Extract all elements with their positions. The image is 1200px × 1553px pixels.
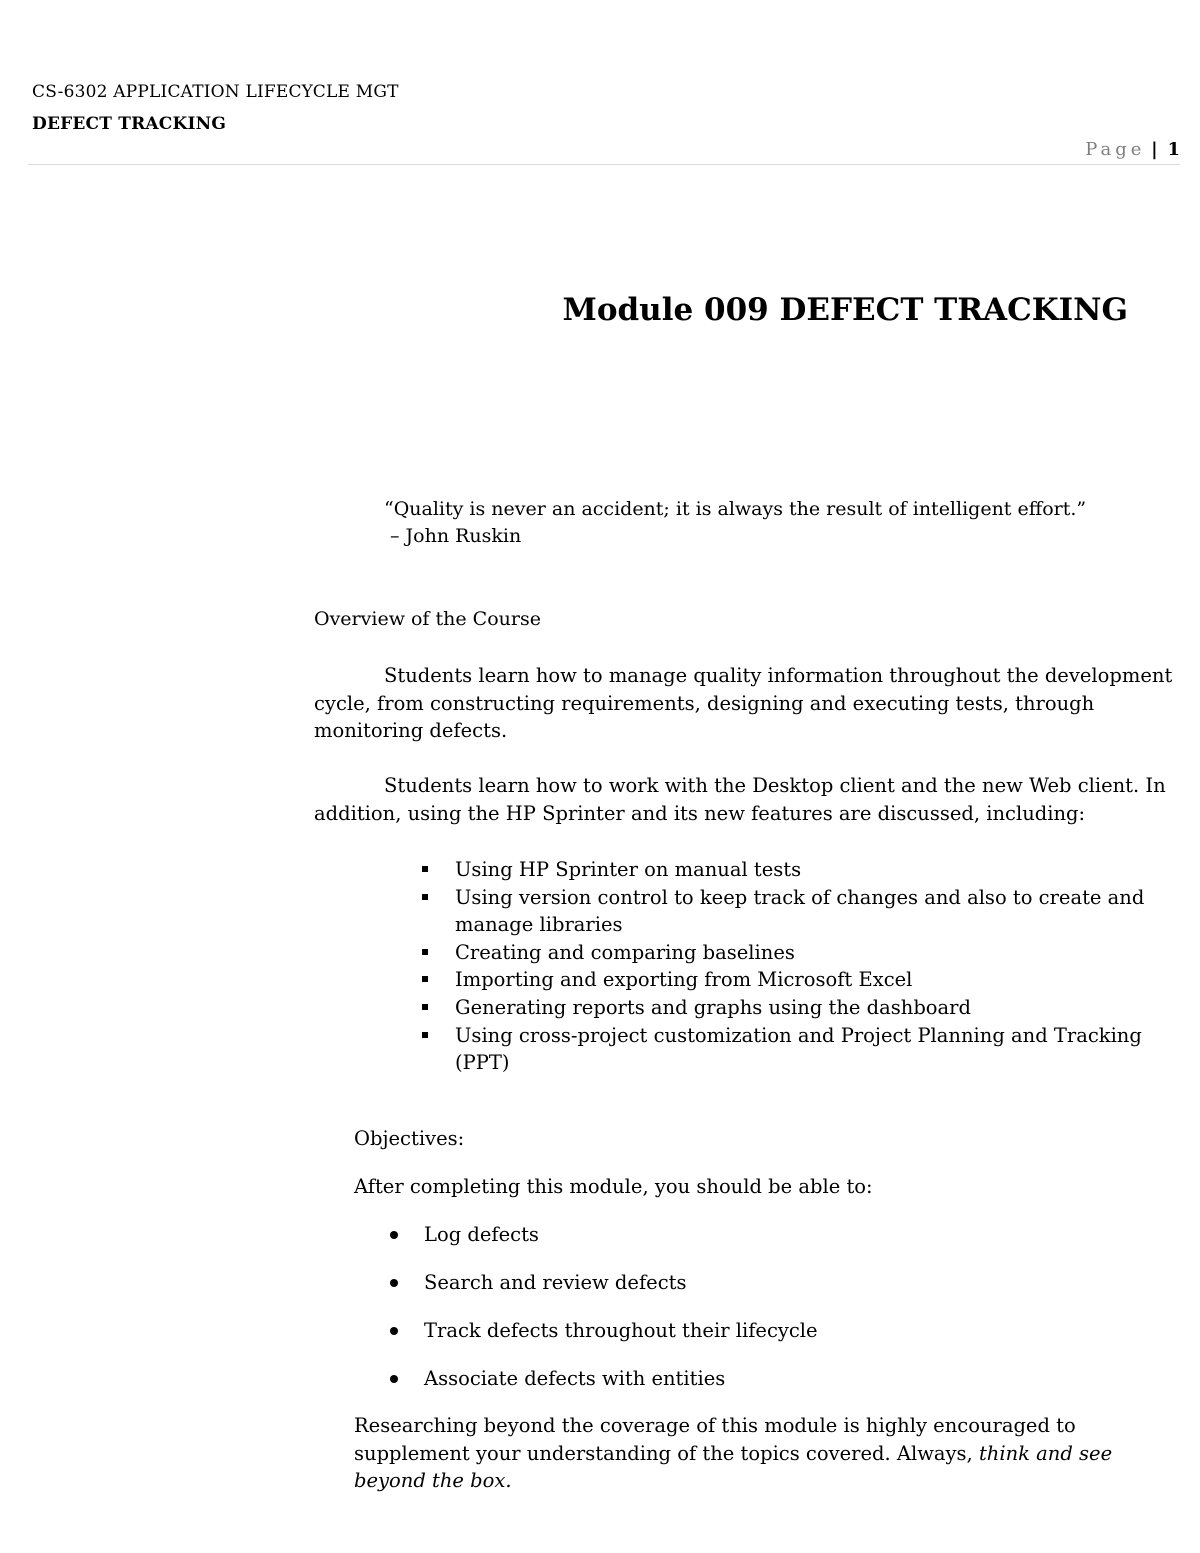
list-item bbox=[420, 1022, 1160, 1077]
page-number: 1 bbox=[1167, 139, 1180, 160]
objective-text: Log defects bbox=[424, 1223, 539, 1246]
objectives-intro: After completing this module, you should be able to: bbox=[354, 1175, 873, 1198]
feature-list bbox=[420, 856, 1160, 1077]
feature-text: Using HP Sprinter on manual tests bbox=[455, 858, 802, 881]
list-item bbox=[386, 1317, 818, 1365]
square-bullet-icon bbox=[422, 866, 428, 872]
list-item bbox=[420, 994, 1160, 1022]
feature-text: Using version control to keep track of changes and also to create and manage libraries bbox=[455, 885, 1145, 937]
quote-text: “Quality is never an accident; it is always the result of intelligent effort.” bbox=[384, 498, 1087, 520]
list-item bbox=[386, 1221, 818, 1269]
square-bullet-icon bbox=[422, 894, 428, 900]
closing-emphasis: think and see beyond the box. bbox=[354, 1441, 1113, 1492]
closing-paragraph bbox=[354, 1412, 1144, 1495]
bullet-icon bbox=[390, 1327, 398, 1335]
list-item bbox=[386, 1365, 818, 1413]
overview-paragraph-1 bbox=[314, 662, 1174, 745]
bullet-icon bbox=[390, 1231, 398, 1239]
list-item bbox=[420, 966, 1160, 994]
bullet-icon bbox=[390, 1279, 398, 1287]
page-label: Page bbox=[1085, 139, 1146, 160]
closing-text: Researching beyond the coverage of this module is highly encouraged to supplement your understanding of the topics covered. Always, bbox=[354, 1414, 1076, 1465]
page-number-block bbox=[1085, 139, 1180, 160]
objective-text: Track defects throughout their lifecycle bbox=[424, 1319, 818, 1342]
square-bullet-icon bbox=[422, 1004, 428, 1010]
objectives-heading: Objectives: bbox=[354, 1127, 465, 1150]
quote-author: – John Ruskin bbox=[390, 525, 522, 547]
list-item bbox=[420, 884, 1160, 939]
overview-paragraph-2-text: Students learn how to work with the Desktop client and the new Web client. In addition, using the HP Sprinter and its new features are discussed, including: bbox=[314, 774, 1166, 825]
list-item bbox=[386, 1269, 818, 1317]
square-bullet-icon bbox=[422, 949, 428, 955]
bullet-icon bbox=[390, 1375, 398, 1383]
header-divider bbox=[28, 164, 1180, 165]
feature-text: Using cross-project customization and Project Planning and Tracking (PPT) bbox=[455, 1023, 1142, 1075]
page-separator: | bbox=[1151, 139, 1158, 160]
list-item bbox=[420, 939, 1160, 967]
list-item bbox=[420, 856, 1160, 884]
overview-paragraph-1-text: Students learn how to manage quality information throughout the development cycle, from constructing requirements, designing and executing tests, through monitoring defects. bbox=[314, 664, 1173, 742]
feature-text: Generating reports and graphs using the dashboard bbox=[455, 995, 971, 1019]
overview-heading: Overview of the Course bbox=[314, 608, 541, 630]
overview-paragraph-2 bbox=[314, 772, 1174, 827]
objectives-list bbox=[386, 1221, 818, 1413]
module-title: Module 009 DEFECT TRACKING bbox=[562, 292, 1128, 328]
header-topic: DEFECT TRACKING bbox=[32, 114, 227, 134]
square-bullet-icon bbox=[422, 976, 428, 982]
square-bullet-icon bbox=[422, 1032, 428, 1038]
objective-text: Associate defects with entities bbox=[424, 1367, 726, 1390]
feature-text: Importing and exporting from Microsoft Excel bbox=[455, 968, 913, 992]
feature-text: Creating and comparing baselines bbox=[455, 940, 795, 964]
objective-text: Search and review defects bbox=[424, 1271, 687, 1294]
header-course-code: CS-6302 APPLICATION LIFECYCLE MGT bbox=[32, 82, 399, 102]
